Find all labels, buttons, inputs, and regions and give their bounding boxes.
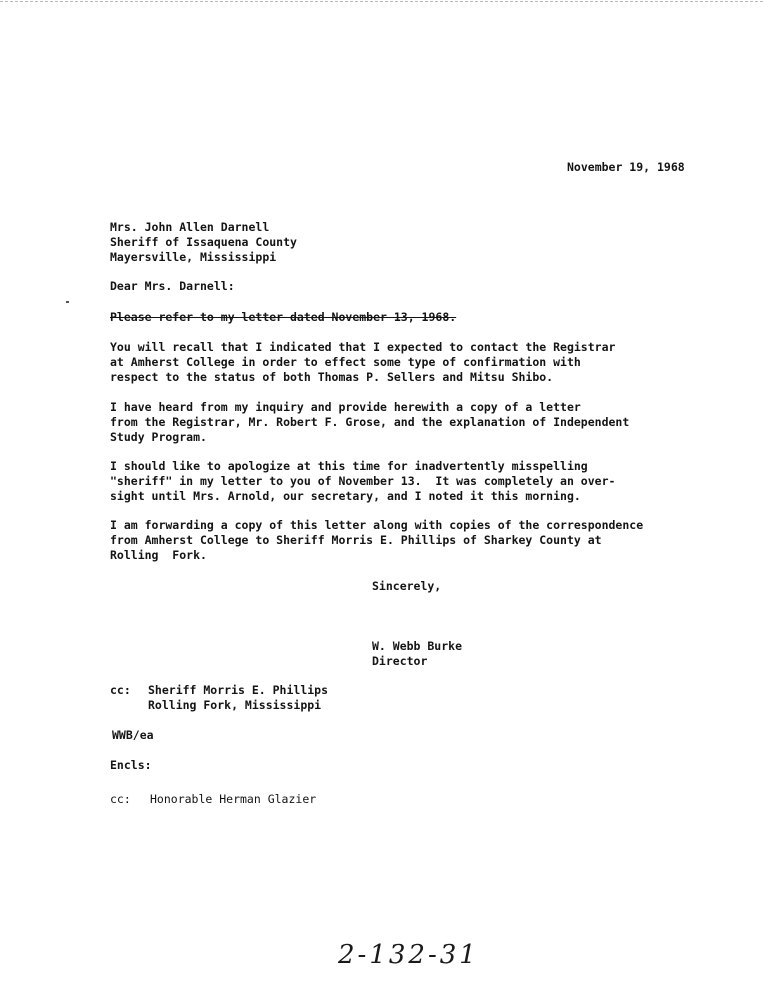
paragraph-line: respect to the status of both Thomas P. Sellers and Mitsu Shibo. bbox=[110, 370, 554, 384]
recipient-title: Sheriff of Issaquena County bbox=[110, 235, 297, 249]
cc-recipient bbox=[148, 683, 328, 713]
paragraph-line: I have heard from my inquiry and provide herewith a copy of a letter bbox=[110, 400, 581, 414]
signer-name: W. Webb Burke bbox=[372, 639, 463, 653]
cc-location: Rolling Fork, Mississippi bbox=[148, 698, 322, 712]
recipient-address bbox=[110, 220, 297, 265]
paragraph-line: Rolling Fork. bbox=[110, 548, 207, 562]
paragraph-line: from the Registrar, Mr. Robert F. Grose, and the explanation of Independent bbox=[110, 415, 630, 429]
closing: Sincerely, bbox=[372, 579, 442, 593]
recipient-name: Mrs. John Allen Darnell bbox=[110, 220, 270, 234]
paragraph-4 bbox=[110, 459, 615, 504]
paragraph-line: at Amherst College in order to effect some type of confirmation with bbox=[110, 355, 581, 369]
paragraph-line: "sheriff" in my letter to you of November 13. It was completely an over- bbox=[110, 474, 616, 488]
paragraph-line: from Amherst College to Sheriff Morris E. Phillips of Sharkey County at bbox=[110, 533, 602, 547]
enclosures: Encls: bbox=[110, 758, 152, 772]
paragraph-line: sight until Mrs. Arnold, our secretary, and I noted it this morning. bbox=[110, 489, 581, 503]
paragraph-3 bbox=[110, 400, 629, 445]
paragraph-line: I am forwarding a copy of this letter along with copies of the correspondence bbox=[110, 518, 644, 532]
cc2-label: cc: bbox=[110, 792, 131, 806]
paragraph-line: I should like to apologize at this time for inadvertently misspelling bbox=[110, 459, 588, 473]
letter-date: November 19, 1968 bbox=[567, 160, 685, 174]
margin-mark bbox=[66, 301, 69, 303]
typist-initials: WWB/ea bbox=[112, 728, 154, 742]
signer-title: Director bbox=[372, 654, 428, 668]
cc2-name: Honorable Herman Glazier bbox=[150, 792, 317, 806]
cc-label: cc: bbox=[110, 683, 131, 697]
recipient-location: Mayersville, Mississippi bbox=[110, 250, 277, 264]
paragraph-2 bbox=[110, 340, 615, 385]
handwritten-file-number: 2-132-31 bbox=[338, 940, 479, 970]
paragraph-line: Study Program. bbox=[110, 430, 207, 444]
paragraph-5 bbox=[110, 518, 643, 563]
paragraph-line: You will recall that I indicated that I expected to contact the Registrar bbox=[110, 340, 616, 354]
signature-block bbox=[372, 639, 462, 669]
paragraph-1 bbox=[110, 310, 456, 325]
salutation: Dear Mrs. Darnell: bbox=[110, 279, 235, 293]
page-top-edge bbox=[0, 1, 763, 2]
cc-name: Sheriff Morris E. Phillips bbox=[148, 683, 329, 697]
paragraph-line: Please refer to my letter dated November 13, 1968. bbox=[110, 310, 457, 324]
